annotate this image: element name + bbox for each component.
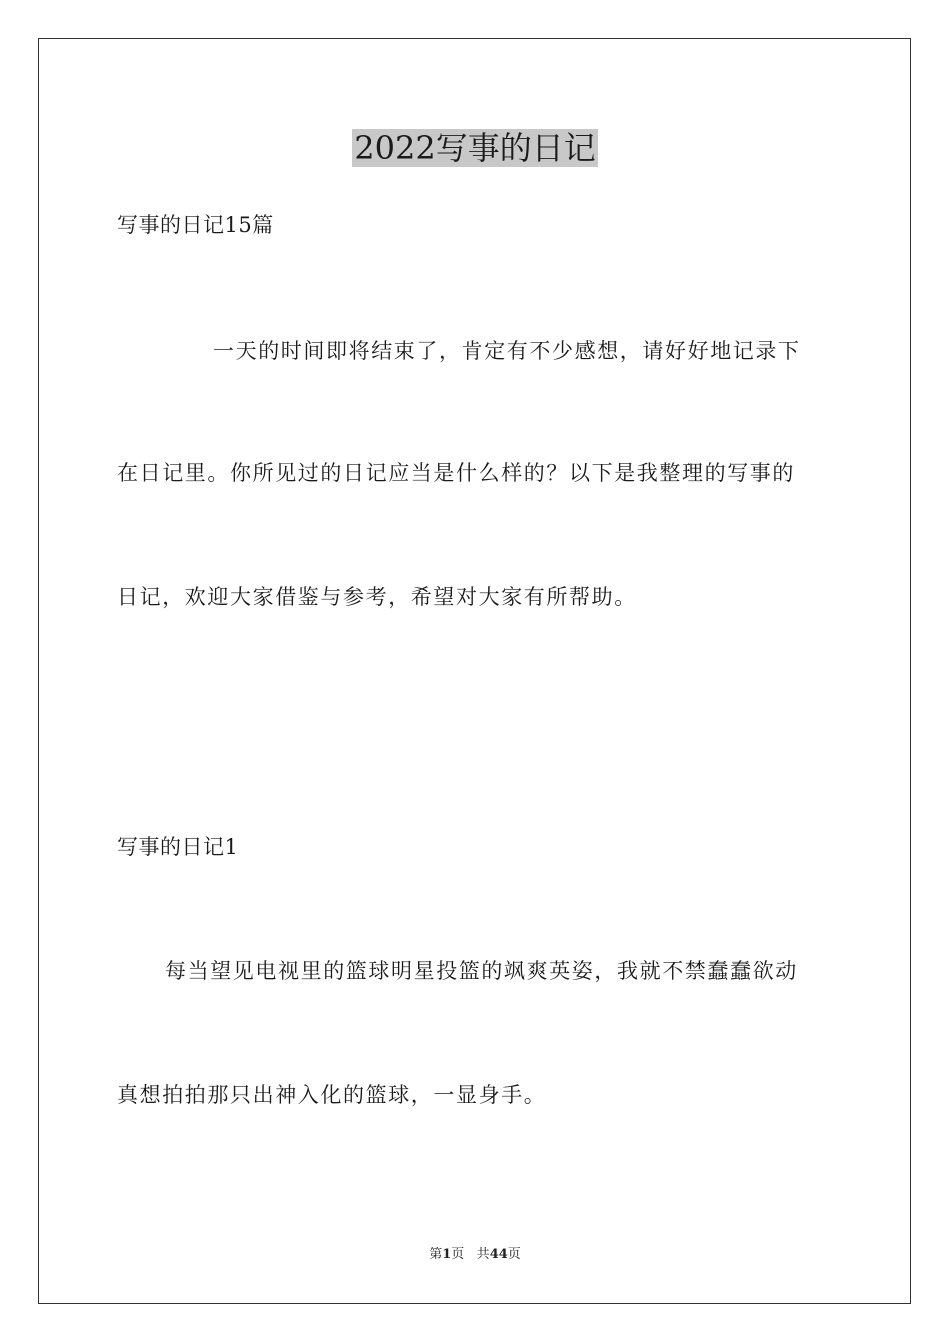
footer-total-suffix: 页 (507, 1247, 521, 1262)
intro-paragraph-line: 在日记里。你所见过的日记应当是什么样的？以下是我整理的写事的 (117, 461, 795, 485)
section-paragraph-line: 每当望见电视里的篮球明星投篮的飒爽英姿，我就不禁蠢蠢欲动 (165, 959, 798, 983)
footer-page-suffix: 页 (451, 1247, 465, 1262)
title-text: 2022写事的日记 (354, 129, 596, 167)
section-paragraph-line: 真想拍拍那只出神入化的篮球，一显身手。 (117, 1083, 547, 1107)
footer-total-prefix: 共 (476, 1247, 490, 1262)
footer-page-prefix: 第 (429, 1247, 443, 1262)
footer-page-number: 1 (442, 1247, 452, 1262)
page-footer (0, 1246, 950, 1264)
intro-paragraph-line: 日记，欢迎大家借鉴与参考，希望对大家有所帮助。 (117, 585, 637, 609)
document-title (0, 128, 950, 168)
section-heading: 写事的日记1 (117, 835, 239, 859)
footer-total-pages: 44 (489, 1247, 508, 1262)
document-subtitle: 写事的日记15篇 (117, 213, 274, 237)
intro-paragraph-line: 一天的时间即将结束了，肯定有不少感想，请好好地记录下 (213, 339, 801, 363)
